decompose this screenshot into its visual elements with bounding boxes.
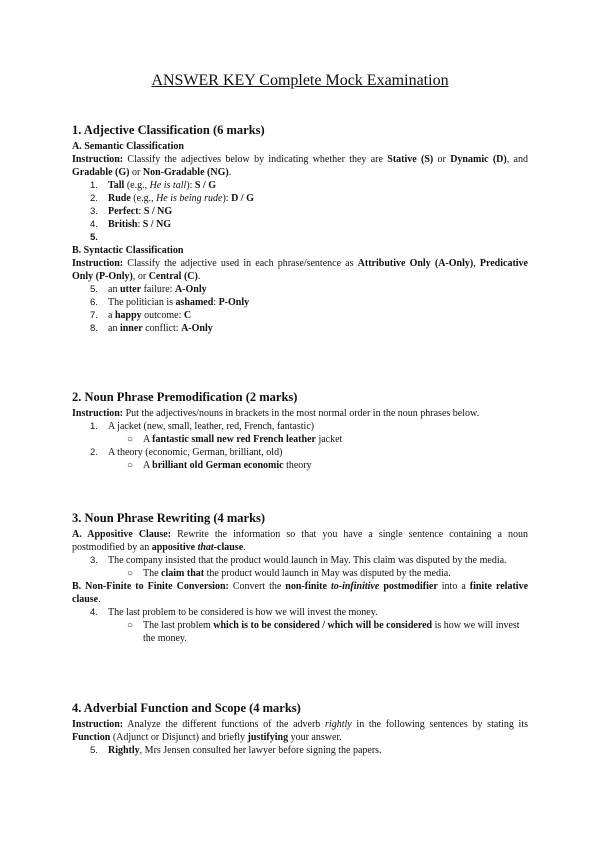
subsection-title: B. Syntactic Classification bbox=[72, 245, 184, 256]
instruction: B. Non-Finite to Finite Conversion: Convert the non-finite to-infinitive postmodifier into a finite relative clause. bbox=[72, 581, 529, 605]
list-item: 3. The company insisted that the product would launch in May. This claim was disputed by the media. bbox=[90, 555, 507, 566]
list-item: 4. British: S / NG bbox=[90, 219, 172, 230]
section-heading: 1. Adjective Classification (6 marks) bbox=[72, 123, 265, 137]
list-item: 1. Tall (e.g., He is tall): S / G bbox=[90, 180, 216, 191]
instruction: Instruction: Classify the adjective used in each phrase/sentence as Attributive Only (A-Only), Predicative Only (P-Only), or Central (C). bbox=[72, 258, 528, 282]
section-adjective-classification bbox=[72, 124, 528, 335]
section-heading: 2. Noun Phrase Premodification (2 marks) bbox=[72, 390, 298, 404]
subsection-title: A. Semantic Classification bbox=[72, 141, 184, 152]
section-noun-phrase-premodification bbox=[72, 391, 528, 472]
instruction: Instruction: Classify the adjectives below by indicating whether they are Stative (S) or Dynamic (D), and Gradable (G) or Non-Gradable (NG). bbox=[72, 154, 528, 178]
bullet-icon: ○ bbox=[127, 620, 134, 631]
list-item: 3. Perfect: S / NG bbox=[90, 206, 173, 217]
list-item: 5. Rightly, Mrs Jensen consulted her lawyer before signing the papers. bbox=[90, 745, 382, 756]
list-item: 4. The last problem to be considered is how we will invest the money. bbox=[90, 607, 378, 618]
list-item: 7. a happy outcome: C bbox=[90, 310, 192, 321]
bullet-icon: ○ bbox=[127, 434, 134, 445]
instruction: A. Appositive Clause: Rewrite the information so that you have a single sentence containing a noun postmodified by an appositive that-clause. bbox=[72, 529, 529, 553]
section-heading: 3. Noun Phrase Rewriting (4 marks) bbox=[72, 511, 266, 525]
page-title: ANSWER KEY Complete Mock Examination bbox=[151, 72, 449, 89]
instruction: Instruction: Analyze the different functions of the adverb rightly in the following sentences by stating its Function (Adjunct or Disjunct) and briefly justifying your answer. bbox=[72, 719, 529, 743]
answer-item: ○ A brilliant old German economic theory bbox=[127, 460, 312, 471]
list-item: 5. bbox=[90, 232, 98, 243]
list-item: 1. A jacket (new, small, leather, red, French, fantastic) bbox=[90, 421, 315, 432]
answer-item: ○ The claim that the product would launch in May was disputed by the media. bbox=[127, 568, 451, 579]
instruction: Instruction: Put the adjectives/nouns in brackets in the most normal order in the noun phrases below. bbox=[72, 408, 480, 419]
bullet-icon: ○ bbox=[127, 568, 134, 579]
section-adverbial-function bbox=[72, 702, 528, 757]
list-item: 2. A theory (economic, German, brilliant, old) bbox=[90, 447, 283, 458]
list-item: 8. an inner conflict: A-Only bbox=[90, 323, 213, 334]
answer-item: ○ The last problem which is to be considered / which will be considered is how we will invest the money. bbox=[127, 620, 520, 644]
section-noun-phrase-rewriting bbox=[72, 512, 528, 645]
section-heading: 4. Adverbial Function and Scope (4 marks) bbox=[72, 701, 301, 715]
list-item: 5. an utter failure: A-Only bbox=[90, 284, 207, 295]
bullet-icon: ○ bbox=[127, 460, 134, 471]
list-item: 2. Rude (e.g., He is being rude): D / G bbox=[90, 193, 254, 204]
answer-item: ○ A fantastic small new red French leather jacket bbox=[127, 434, 343, 445]
list-item: 6. The politician is ashamed: P-Only bbox=[90, 297, 250, 308]
